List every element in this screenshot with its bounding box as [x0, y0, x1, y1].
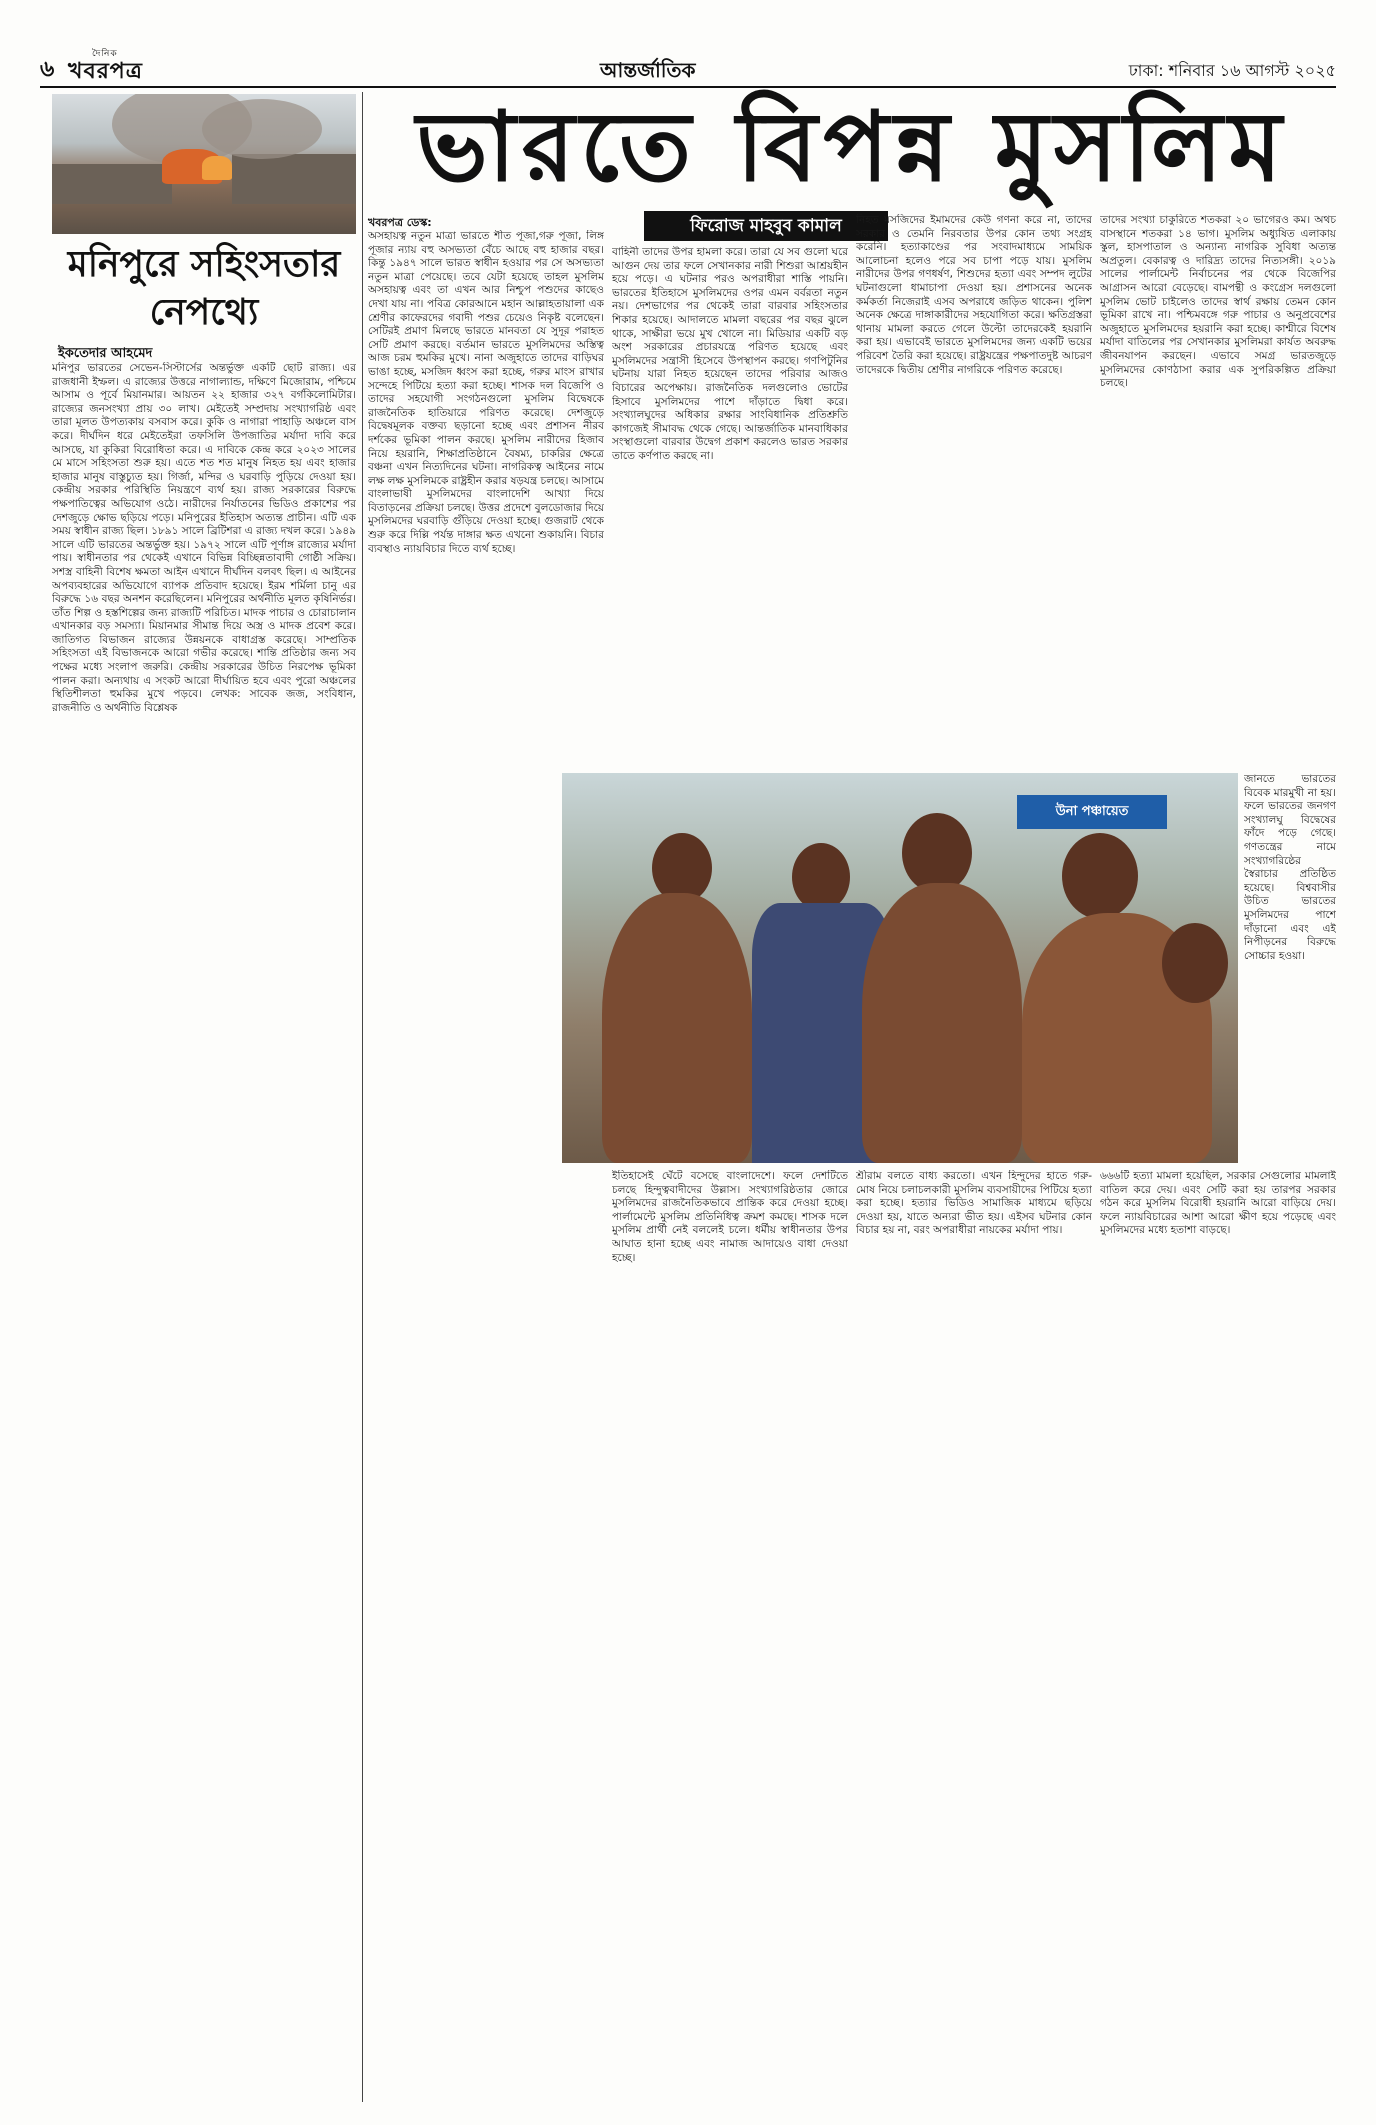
lead-label: খবরপত্র ডেস্ক: — [368, 216, 432, 229]
photo-sign: উনা পঞ্চায়েত — [1017, 795, 1167, 829]
page-header — [40, 49, 1336, 88]
section-name: আন্তর্জাতিক — [600, 58, 696, 82]
sidebar-photo-fire — [52, 94, 356, 234]
newspaper-logo — [68, 49, 143, 91]
dateline: ঢাকা: শনিবার ১৬ আগস্ট ২০২৫ — [1128, 61, 1336, 80]
page-number: ৬ — [40, 57, 55, 82]
column-rule — [362, 92, 363, 2102]
article-column-4: তাদের সংখ্যা চাকুরিতে শতকরা ২০ ভাগেরও কম। অথচ বাসস্থানে শতকরা ১৪ ভাগ। মুসলিম অধ্যুষিত এলাকায় স্কুল, হাসপাতাল ও অন্যান্য নাগরিক সুবিধা অত্যন্ত অপ্রতুল। বেকারত্ব ও দারিদ্র্য তাদের নিত্যসঙ্গী। ২০১৯ সালের পার্লামেন্ট নির্বাচনের পর থেকে বিজেপির আগ্রাসন আরো বেড়েছে। বামপন্থী ও কংগ্রেস দলগুলো মুসলিম ভোট চাইলেও তাদের স্বার্থ রক্ষায় তেমন কোন ভূমিকা রাখে না। পশ্চিমবঙ্গে গরু পাচার ও অনুপ্রবেশের অজুহাতে মুসলিমদের হয়রানি করা হচ্ছে। কাশ্মীরে বিশেষ মর্যাদা বাতিলের পর সেখানকার মুসলিমরা কার্যত অবরুদ্ধ জীবনযাপন করছেন। এভাবে সমগ্র ভারতজুড়ে মুসলিমদের কোণঠাসা করার এক সুপরিকল্পিত প্রক্রিয়া চলছে। — [1100, 214, 1336, 390]
main-photo-detained-men — [562, 773, 1238, 1163]
main-headline: ভারতে বিপন্ন মুসলিম — [416, 90, 1288, 203]
article-column-5: ইতিহাসেই ঘেঁটে বসেছে বাংলাদেশে। ফলে দেশটিতে চলছে হিন্দুত্ববাদীদের উল্লাস। সংখ্যাগরিষ্ঠতার জোরে মুসলিমদের রাজনৈতিকভাবে প্রান্তিক করে দেওয়া হচ্ছে। পার্লামেন্টে মুসলিম প্রতিনিধিত্ব ক্রমশ কমছে। শাসক দলে মুসলিম প্রার্থী নেই বললেই চলে। ধর্মীয় স্বাধীনতার উপর আঘাত হানা হচ্ছে এবং নামাজ আদায়েও বাধা দেওয়া হচ্ছে। — [612, 1170, 848, 1264]
article-column-7: ৬৬৬টি হত্যা মামলা হয়েছিল, সরকার সেগুলোর মামলাই বাতিল করে দেয়। এবং সেটি করা হয় তারপর সরকার গঠন করে মুসলিম বিরোধী হয়রানি আরো বাড়িয়ে দেয়। ফলে ন্যায়বিচারের আশা আরো ক্ষীণ হয়ে পড়েছে এবং মুসলিমদের মধ্যে হতাশা বাড়ছে। — [1100, 1170, 1336, 1237]
article-column-2: বাহিনী তাদের উপর হামলা করে। তারা যে সব গুলো ঘরে আগুন দেয় তার ফলে সেখানকার নারী শিশুরা আশ্রয়হীন হয়ে পড়ে। এ ঘটনার পরও অপরাধীরা শাস্তি পায়নি। ভারতের ইতিহাসে মুসলিমদের ওপর এমন বর্বরতা নতুন নয়। দেশভাগের পর থেকেই তারা বারবার সহিংসতার শিকার হয়েছে। আদালতে মামলা বছরের পর বছর ঝুলে থাকে, সাক্ষীরা ভয়ে মুখ খোলে না। মিডিয়ার একটি বড় অংশ সরকারের প্রচারযন্ত্রে পরিণত হয়েছে এবং মুসলিমদের সন্ত্রাসী হিসেবে উপস্থাপন করছে। গণপিটুনির ঘটনায় যারা নিহত হয়েছেন তাদের পরিবার আজও বিচারের অপেক্ষায়। রাজনৈতিক দলগুলোও ভোটের হিসাবে মুসলিমদের পাশে দাঁড়াতে দ্বিধা করে। সংখ্যালঘুদের অধিকার রক্ষার সাংবিধানিক প্রতিশ্রুতি কাগজেই সীমাবদ্ধ থেকে গেছে। আন্তর্জাতিক মানবাধিকার সংস্থাগুলো বারবার উদ্বেগ প্রকাশ করলেও ভারত সরকার তাতে কর্ণপাত করছে না। — [612, 246, 848, 462]
byline-banner: ফিরোজ মাহবুব কামাল — [644, 211, 888, 241]
sidebar-heading: মনিপুরে সহিংসতার নেপথ্যে — [67, 243, 341, 333]
article-column-3: নিহত মসজিদের ইমামদের কেউ গণনা করে না, তাদের সরকার ও তেমনি নিরবতার উপর কোন তথ্য সংগ্রহ করেনি। হত্যাকাণ্ডের পর সংবাদমাধ্যমে সাময়িক আলোচনা হলেও পরে সব চাপা পড়ে যায়। মুসলিম নারীদের উপর গণধর্ষণ, শিশুদের হত্যা এবং সম্পদ লুটের ঘটনাগুলো ধামাচাপা দেওয়া হয়। প্রশাসনের অনেক কর্মকর্তা নিজেরাই এসব অপরাধে জড়িত থাকেন। পুলিশ অনেক ক্ষেত্রে দাঙ্গাকারীদের সহযোগিতা করে। ক্ষতিগ্রস্তরা থানায় মামলা করতে গেলে উল্টো তাদেরকেই হয়রানি করা হয়। এভাবেই ভারতে মুসলিমদের জন্য একটি ভয়ের পরিবেশ তৈরি করা হয়েছে। রাষ্ট্রযন্ত্রের পক্ষপাতদুষ্ট আচরণ তাদেরকে দ্বিতীয় শ্রেণীর নাগরিকে পরিণত করেছে। — [856, 214, 1092, 376]
logo-text: খবরপত্র — [68, 58, 143, 84]
sidebar-author: ইকতেদার আহমেদ — [58, 346, 153, 361]
article-column-1: অসহায়ত্ব নতুন মাত্রা ভারতে শীত পূজা,গরু পূজা, লিঙ্গ পূজার ন্যায় বহু অসভ্যতা বেঁচে আছে বহু হাজার বছর। কিন্তু ১৯৪৭ সালে ভারত স্বাধীন হওয়ার পর সে অসভ্যতা নতুন মাত্রা পেয়েছে। তবে যেটা হয়েছে তাহল মুসলিম অসহায়ত্ব এবং তা এখন আর নিশ্চুপ পশুদের কাছেও দেখা যায় না। পবিত্র কোরআনে মহান আল্লাহতায়ালা এক শ্রেণীর কাফেরদের গবাদী পশুর চেয়েও নিকৃষ্ট বলেছেন। সেটিরই প্রমাণ মিলছে ভারতে মানবতা যে সুদূর পরাহত সেটি প্রমাণ করছে। বর্তমান ভারতে মুসলিমদের অস্তিত্ব আজ চরম হুমকির মুখে। নানা অজুহাতে তাদের বাড়িঘর ভাঙা হচ্ছে, মসজিদ ধ্বংস করা হচ্ছে, গরুর মাংস রাখার সন্দেহে পিটিয়ে হত্যা করা হচ্ছে। শাসক দল বিজেপি ও তাদের সহযোগী সংগঠনগুলো মুসলিম বিদ্বেষকে রাজনৈতিক হাতিয়ারে পরিণত করেছে। দেশজুড়ে বিদ্বেষমূলক বক্তব্য ছড়ানো হচ্ছে এবং প্রশাসন নীরব দর্শকের ভূমিকা পালন করছে। মুসলিম নারীদের হিজাব নিয়ে হয়রানি, শিক্ষাপ্রতিষ্ঠানে বৈষম্য, চাকরির ক্ষেত্রে বঞ্চনা এখন নিত্যদিনের ঘটনা। নাগরিকত্ব আইনের নামে লক্ষ লক্ষ মুসলিমকে রাষ্ট্রহীন করার ষড়যন্ত্র চলছে। আসামে বাংলাভাষী মুসলিমদের বাংলাদেশি আখ্যা দিয়ে বিতাড়নের প্রক্রিয়া চলছে। উত্তর প্রদেশে বুলডোজার দিয়ে মুসলিমদের ঘরবাড়ি গুঁড়িয়ে দেওয়া হচ্ছে। গুজরাট থেকে শুরু করে দিল্লি পর্যন্ত দাঙ্গার ক্ষত এখনো শুকায়নি। বিচার ব্যবস্থাও ন্যায়বিচার দিতে ব্যর্থ হচ্ছে। — [368, 230, 604, 555]
sidebar-body: মনিপুর ভারতের সেভেন-সিস্টার্সের অন্তর্ভুক্ত একটি ছোট রাজ্য। এর রাজধানী ইম্ফল। এ রাজ্যের উত্তরে নাগাল্যান্ড, দক্ষিণে মিজোরাম, পশ্চিমে আসাম ও পূর্বে মিয়ানমার। আয়তন ২২ হাজার ৩২৭ বর্গকিলোমিটার। রাজ্যের জনসংখ্যা প্রায় ৩০ লাখ। মেইতেই সম্প্রদায় সংখ্যাগরিষ্ঠ এবং তারা মূলত উপত্যকায় বসবাস করে। কুকি ও নাগারা পাহাড়ি অঞ্চলে বাস করে। দীর্ঘদিন ধরে মেইতেইরা তফসিলি উপজাতির মর্যাদা দাবি করে আসছে, যা কুকিরা বিরোধিতা করে। এ দাবিকে কেন্দ্র করে ২০২৩ সালের মে মাসে সহিংসতা শুরু হয়। এতে শত শত মানুষ নিহত হয় এবং হাজার হাজার মানুষ বাস্তুচ্যুত হয়। গির্জা, মন্দির ও ঘরবাড়ি পুড়িয়ে দেওয়া হয়। কেন্দ্রীয় সরকার পরিস্থিতি নিয়ন্ত্রণে ব্যর্থ হয়। রাজ্য সরকারের বিরুদ্ধে পক্ষপাতিত্বের অভিযোগ ওঠে। নারীদের নির্যাতনের ভিডিও প্রকাশের পর দেশজুড়ে ক্ষোভ ছড়িয়ে পড়ে। মনিপুরের ইতিহাস অত্যন্ত প্রাচীন। এটি এক সময় স্বাধীন রাজ্য ছিল। ১৮৯১ সালে ব্রিটিশরা এ রাজ্য দখল করে। ১৯৪৯ সালে এটি ভারতের অন্তর্ভুক্ত হয়। ১৯৭২ সালে এটি পূর্ণাঙ্গ রাজ্যের মর্যাদা পায়। স্বাধীনতার পর থেকেই এখানে বিভিন্ন বিচ্ছিন্নতাবাদী গোষ্ঠী সক্রিয়। সশস্ত্র বাহিনী বিশেষ ক্ষমতা আইন এখানে দীর্ঘদিন বলবৎ ছিল। এ আইনের অপব্যবহারের অভিযোগে ব্যাপক প্রতিবাদ হয়েছে। ইরম শর্মিলা চানু এর বিরুদ্ধে ১৬ বছর অনশন করেছিলেন। মনিপুরের অর্থনীতি মূলত কৃষিনির্ভর। তাঁত শিল্প ও হস্তশিল্পের জন্য রাজ্যটি পরিচিত। মাদক পাচার ও চোরাচালান এখানকার বড় সমস্যা। মিয়ানমার সীমান্ত দিয়ে অস্ত্র ও মাদক প্রবেশ করে। জাতিগত বিভাজন রাজ্যের উন্নয়নকে বাধাগ্রস্ত করেছে। সাম্প্রতিক সহিংসতা এই বিভাজনকে আরো গভীর করেছে। শান্তি প্রতিষ্ঠার জন্য সব পক্ষের মধ্যে সংলাপ জরুরি। কেন্দ্রীয় সরকারের উচিত নিরপেক্ষ ভূমিকা পালন করা। অন্যথায় এ সংকট আরো দীর্ঘায়িত হবে এবং পুরো অঞ্চলের স্থিতিশীলতা হুমকির মুখে পড়বে। লেখক: সাবেক জজ, সংবিধান, রাজনীতি ও অর্থনীতি বিশ্লেষক — [52, 362, 356, 714]
article-column-8: জানতে ভারতের বিবেক মারমুখী না হয়। ফলে ভারতের জনগণ সংখ্যালঘু বিদ্বেষের ফাঁদে পড়ে গেছে। গণতন্ত্রের নামে সংখ্যাগরিষ্ঠের স্বৈরাচার প্রতিষ্ঠিত হয়েছে। বিশ্ববাসীর উচিত ভারতের মুসলিমদের পাশে দাঁড়ানো এবং এই নিপীড়নের বিরুদ্ধে সোচ্চার হওয়া। — [1244, 773, 1336, 962]
logo-tag: দৈনিক — [92, 49, 118, 59]
article-column-6: শ্রীরাম বলতে বাধ্য করতো। এখন হিন্দুদের হাতে গরু-মোষ নিয়ে চলাচলকারী মুসলিম ব্যবসায়ীদের পিটিয়ে হত্যা করা হচ্ছে। হত্যার ভিডিও সামাজিক মাধ্যমে ছড়িয়ে দেওয়া হয়, যাতে অন্যরা ভীত হয়। এইসব ঘটনার কোন বিচার হয় না, বরং অপরাধীরা নায়কের মর্যাদা পায়। — [856, 1170, 1092, 1237]
